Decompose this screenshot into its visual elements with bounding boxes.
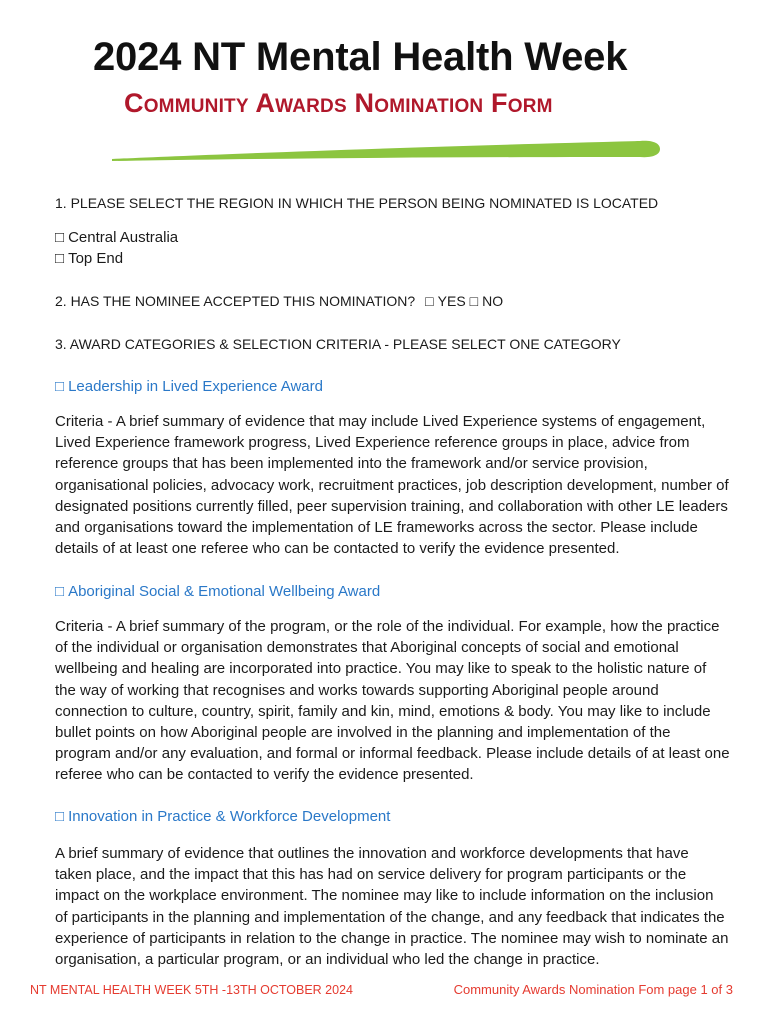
category-innovation-workforce[interactable] (55, 806, 390, 827)
option-top-end[interactable] (55, 248, 123, 269)
category-name: Leadership in Lived Experience Award (68, 378, 323, 395)
brush-stroke-main (112, 141, 660, 161)
checkbox-icon[interactable]: □ (55, 808, 65, 825)
footer-event-dates: NT MENTAL HEALTH WEEK 5TH -13TH OCTOBER 2024 (30, 983, 353, 997)
criteria-line: experience of participants in relation to the change in practice. The nominee may wish to nominate an (55, 929, 729, 947)
option-label: Central Australia (68, 229, 179, 246)
criteria-line: referee who can be contacted to verify the evidence presented. (55, 766, 474, 784)
criteria-line: Criteria - A brief summary of the program, or the role of the individual. For example, how the practice (55, 618, 720, 635)
document-title: 2024 NT Mental Health Week (93, 35, 628, 79)
option-label: NO (482, 293, 504, 309)
green-brush-stroke (0, 130, 770, 170)
criteria-line: A brief summary of evidence that outlines the innovation and workforce developments that have (55, 845, 689, 862)
criteria-line: the way of working that recognises and works towards supporting Aboriginal people around (55, 681, 659, 699)
criteria-line: program and/or any evaluation, and formal or informal feedback. Please include details of at least one (55, 745, 730, 763)
category-2-criteria (55, 616, 730, 785)
category-leadership-lived-experience[interactable] (55, 376, 323, 397)
checkbox-icon[interactable]: □ (55, 229, 65, 246)
question-1-heading: 1. PLEASE SELECT THE REGION IN WHICH THE PERSON BEING NOMINATED IS LOCATED (55, 195, 659, 211)
category-3-criteria (55, 843, 728, 970)
criteria-line: and organisations toward the implementation of LE frameworks across the sector. Please include (55, 518, 698, 536)
checkbox-icon[interactable]: □ (55, 583, 65, 600)
criteria-line: designated positions currently filled, peer supervision training, and collaboration with other LE leaders (55, 497, 728, 515)
option-no[interactable] (470, 291, 503, 312)
criteria-line: taken place, and the impact that this has had on service delivery for program participants or the (55, 866, 687, 884)
option-yes[interactable] (425, 291, 465, 312)
checkbox-icon[interactable]: □ (425, 293, 434, 309)
criteria-line: reference groups that has been implemented into the framework and/or service provision, (55, 455, 648, 473)
criteria-line: organisational policies, advocacy work, recruitment practices, job description development, number of (55, 476, 729, 494)
question-2-row (55, 291, 507, 312)
criteria-line: Lived Experience framework progress, Lived Experience reference groups in place, advice from (55, 434, 690, 452)
criteria-line: of participants in the planning and implementation of the change, and any feedback that indicates the (55, 908, 725, 926)
option-label: Top End (68, 250, 124, 267)
criteria-line: details of at least one referee who can be contacted to verify the evidence presented. (55, 540, 620, 558)
criteria-line: connection to culture, country, spirit, family and kin, mind, emotions & body. You may like to include (55, 702, 711, 720)
criteria-line: wellbeing and healing are incorporated into practice. You may like to speak to the holistic nature of (55, 660, 707, 678)
option-central-australia[interactable] (55, 227, 178, 248)
category-name: Innovation in Practice & Workforce Development (68, 808, 391, 825)
form-subtitle: Community Awards Nomination Form (124, 88, 553, 118)
criteria-line: Criteria - A brief summary of evidence that may include Lived Experience systems of engagement, (55, 413, 706, 430)
question-2-options (425, 291, 507, 312)
checkbox-icon[interactable]: □ (55, 378, 65, 395)
criteria-line: impact on the workplace environment. The nominee may like to include information on the inclusion (55, 887, 714, 905)
criteria-line: organisation, a particular program, or an individual who led the change in practice. (55, 950, 600, 968)
category-aboriginal-sewb[interactable] (55, 581, 380, 602)
checkbox-icon[interactable]: □ (469, 293, 479, 309)
question-2-heading: 2. HAS THE NOMINEE ACCEPTED THIS NOMINATION? (55, 293, 416, 309)
category-1-criteria (55, 411, 729, 559)
checkbox-icon[interactable]: □ (55, 250, 65, 267)
category-name: Aboriginal Social & Emotional Wellbeing Award (68, 583, 381, 600)
footer-page-number: Community Awards Nomination Fom page 1 of 3 (453, 982, 733, 997)
criteria-line: of the individual or organisation demonstrates that Aboriginal concepts of social and emotional (55, 639, 679, 657)
option-label: YES (437, 293, 466, 309)
question-3-heading: 3. AWARD CATEGORIES & SELECTION CRITERIA - PLEASE SELECT ONE CATEGORY (55, 336, 621, 352)
criteria-line: bullet points on how Aboriginal people are involved in the planning and implementation of the (55, 723, 671, 741)
